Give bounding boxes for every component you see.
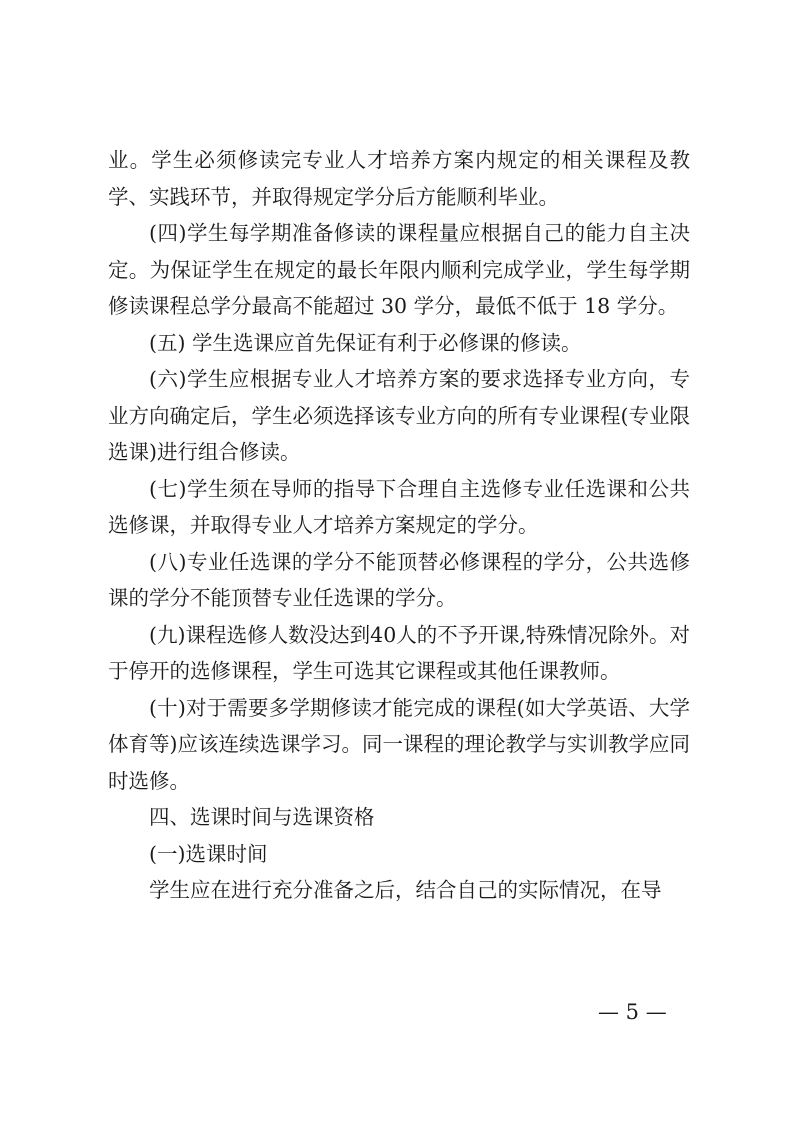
paragraph-item-7: (七)学生须在导师的指导下合理自主选修专业任选课和公共选修课，并取得专业人才培养方案规定的学分。 <box>108 476 690 537</box>
paragraph-item-6: (六)学生应根据专业人才培养方案的要求选择专业方向，专业方向确定后，学生必须选择该专业方向的所有专业课程(专业限选课)进行组合修读。 <box>108 367 690 464</box>
subsection-heading: (一)选课时间 <box>149 841 268 866</box>
page-number: — 5 — <box>598 1000 667 1024</box>
paragraph-final: 学生应在进行充分准备之后，结合自己的实际情况，在导 <box>149 878 662 902</box>
paragraph-item-8: (八)专业任选课的学分不能顶替必修课程的学分，公共选修课的学分不能顶替专业任选课的学分。 <box>108 549 690 610</box>
paragraph-item-10: (十)对于需要多学期修读才能完成的课程(如大学英语、大学体育等)应该连续选课学习。同一课程的理论教学与实训教学应同时选修。 <box>108 695 690 793</box>
paragraph-item-5: (五) 学生选课应首先保证有利于必修课的修读。 <box>149 330 582 355</box>
paragraph-item-4: (四)学生每学期准备修读的课程量应根据自己的能力自主决定。为保证学生在规定的最长年限内顺利完成学业，学生每学期修读课程总学分最高不能超过 30 学分，最低不低于 18 学分。 <box>108 221 690 318</box>
section-heading: 四、选课时间与选课资格 <box>149 805 375 829</box>
paragraph-item-9: (九)课程选修人数没达到40人的不予开课,特殊情况除外。对于停开的选修课程，学生可选其它课程或其他任课教师。 <box>108 622 690 683</box>
paragraph-continuation: 业。学生必须修读完专业人才培养方案内规定的相关课程及教学、实践环节，并取得规定学分后方能顺利毕业。 <box>108 148 690 209</box>
document-body <box>108 142 690 909</box>
